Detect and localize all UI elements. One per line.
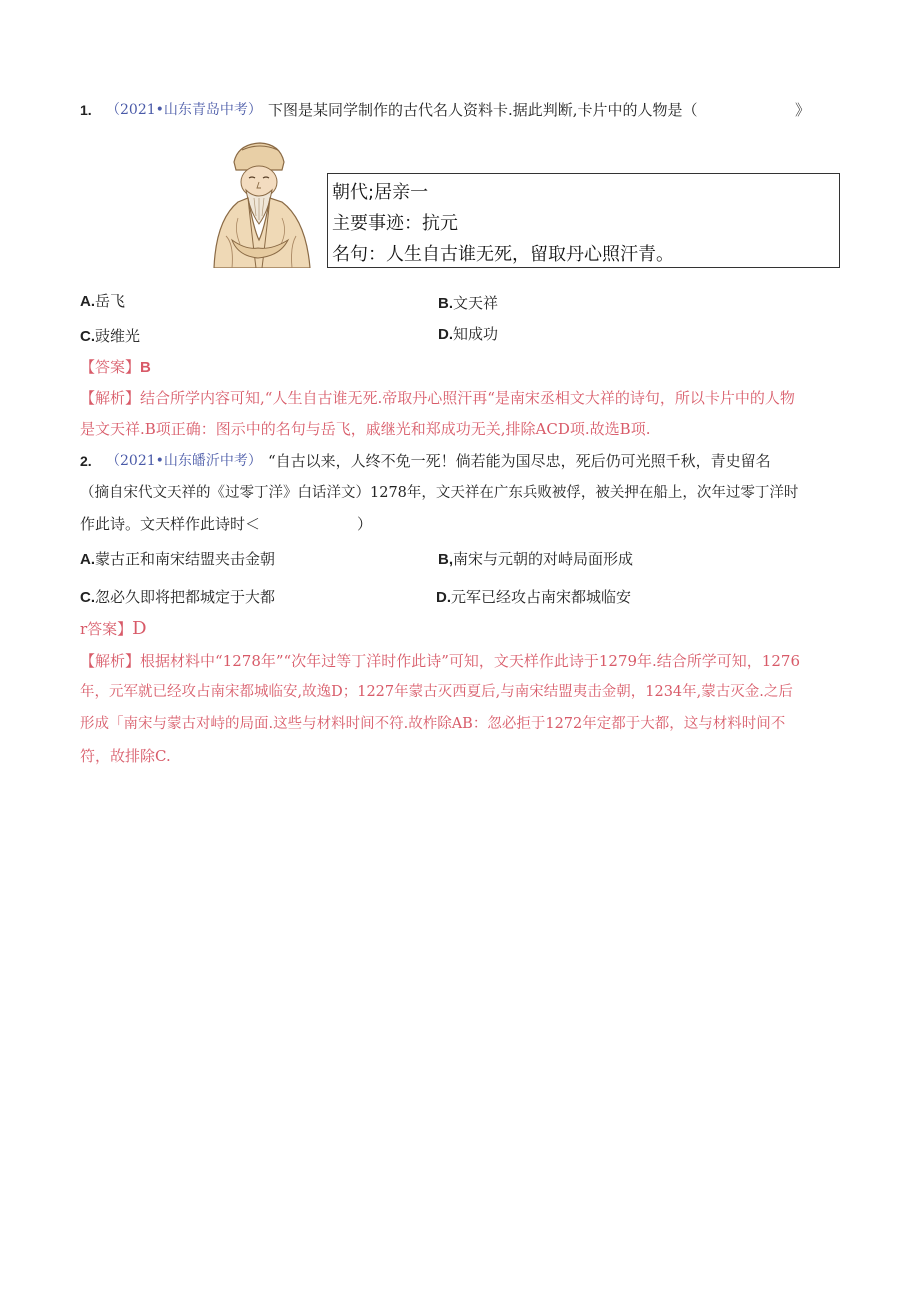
q1-source: （2021•山东青岛中考） [106,102,262,118]
option-letter: B. [438,295,453,312]
option-letter: A. [80,293,95,310]
q1-analysis-line1 [80,387,795,409]
analysis-label: 【解析】 [80,652,141,670]
q2-stem-line1: “自古以来，人终不免一死！倘若能为国尽忠，死后仍可光照千秋，青史留名 [268,452,771,470]
q2-source: （2021•山东皤沂中考） [106,453,262,469]
option-text: 文天祥 [453,294,499,312]
q2-option-a[interactable] [80,548,275,569]
option-text: 蒙古正和南宋结盟夹击金朝 [95,550,276,568]
answer-value: B [140,359,151,376]
q2-analysis-line2: 年，元军就已经攻占南宋都城临安,故逸D；1227年蒙古灭西夏后,与南宋结盟夷击金朝，1234年,蒙古灭金.之后 [80,684,793,700]
option-letter: D. [436,589,451,606]
analysis-text: 根据材料中“1278年”“次年过等丁洋时作此诗”可知，文天样作此诗于1279年.结合所学可知，1276 [140,652,800,670]
analysis-text: 结合所学内容可知,“人生自古谁无死.帝取丹心照汗再“是南宋丞相文大祥的诗句，所以卡片中的人物 [140,389,795,407]
option-text: 知成功 [453,325,499,343]
q2-answer [80,618,147,640]
answer-label: 【答案】 [80,358,141,376]
q2-option-c[interactable] [80,586,275,607]
q2-stem-line3: 作此诗。文天样作此诗时＜ [80,515,261,533]
option-text: 岳飞 [95,292,126,310]
option-letter: A. [80,551,95,568]
q1-stem: 下图是某同学制作的古代名人资料卡.据此判断,卡片中的人物是（ [268,101,698,119]
option-text: 忽必久即将把都城定于大都 [95,588,276,606]
q2-option-b[interactable] [438,548,633,569]
option-letter: C. [80,328,95,345]
option-text: 南宋与元朝的对峙局面形成 [453,550,634,568]
option-letter: C. [80,589,95,606]
card-deeds: 主要事迹：抗元 [332,213,458,234]
card-dynasty: 朝代;居亲一 [332,182,429,203]
option-letter: B, [438,551,453,568]
q1-analysis-line2: 是文天祥.B项正确：图示中的名句与岳飞，戚继光和郑成功无关,排除ACD项.故选B项. [80,420,651,438]
q2-analysis-line1 [80,650,800,672]
q2-stem-line2: （摘自宋代文天祥的《过零丁洋》白话洋文）1278年，文天祥在广东兵败被俘，被关押在船上，次年过零丁洋时 [80,485,799,501]
option-text: 元军已经攻占南宋都城临安 [451,588,632,606]
option-text: 豉维光 [95,327,141,345]
info-card [327,173,840,268]
card-quote: 名句：人生自古谁无死，留取丹心照汗青。 [332,244,674,265]
analysis-label: 【解析】 [80,389,141,407]
q1-option-a[interactable] [80,290,125,311]
q1-number: 1. [80,102,92,118]
option-letter: D. [438,326,453,343]
q2-analysis-line3: 形成「南宋与蒙古对峙的局面.这些与材料时间不符.故柞除AB：忽必拒于1272年定都于大都，这与材料时间不 [80,716,786,732]
q2-stem-line3-end: ） [357,515,373,533]
q2-option-d[interactable] [436,586,631,607]
answer-label: r答案】 [80,620,133,638]
answer-value: D [132,618,147,639]
q1-option-b[interactable] [438,292,498,313]
q2-number: 2. [80,453,92,469]
q1-option-d[interactable] [438,323,498,344]
portrait-illustration [194,140,326,268]
q2-analysis-line4: 符，故排除C. [80,747,171,765]
q1-stem-end: 》 [795,101,811,119]
q1-option-c[interactable] [80,325,140,346]
q1-answer [80,356,151,379]
